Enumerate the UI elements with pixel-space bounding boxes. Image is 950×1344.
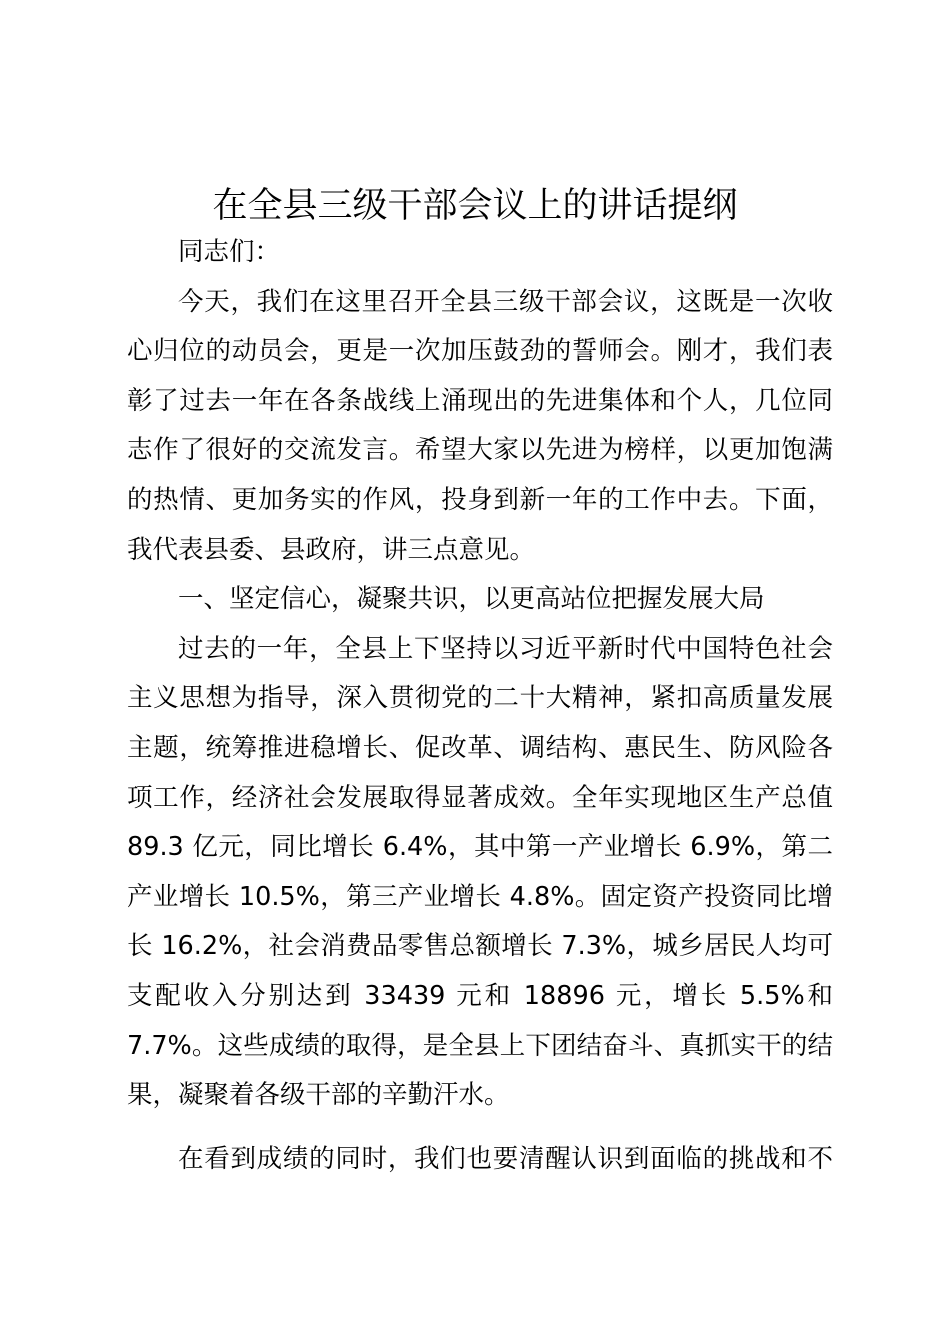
paragraph-line: 今天，我们在这里召开全县三级干部会议，这既是一次收 — [178, 286, 833, 317]
paragraph-line: 产业增长 10.5%，第三产业增长 4.8%。固定资产投资同比增 — [127, 881, 833, 912]
paragraph-line: 89.3 亿元，同比增长 6.4%，其中第一产业增长 6.9%，第二 — [127, 832, 833, 863]
paragraph-challenges — [127, 1135, 833, 1185]
paragraph-spacer — [127, 1121, 833, 1135]
paragraph-line: 志作了很好的交流发言。希望大家以先进为榜样，以更加饱满 — [127, 435, 833, 466]
paragraph-achievements — [127, 625, 833, 1121]
paragraph-line: 的热情、更加务实的作风，投身到新一年的工作中去。下面， — [127, 484, 833, 515]
salutation: 同志们： — [178, 237, 281, 267]
paragraph-line: 心归位的动员会，更是一次加压鼓劲的誓师会。刚才，我们表 — [127, 336, 833, 367]
paragraph-line: 过去的一年，全县上下坚持以习近平新时代中国特色社会 — [178, 633, 833, 664]
section-heading — [127, 575, 833, 625]
paragraph-line: 果，凝聚着各级干部的辛勤汗水。 — [127, 1080, 510, 1111]
paragraph-line: 我代表县委、县政府，讲三点意见。 — [127, 534, 536, 565]
paragraph-line: 主题，统筹推进稳增长、促改革、调结构、惠民生、防风险各 — [127, 732, 833, 763]
document-title: 在全县三级干部会议上的讲话提纲 — [212, 186, 738, 226]
paragraph-line: 长 16.2%，社会消费品零售总额增长 7.3%，城乡居民人均可 — [127, 931, 833, 962]
paragraph-intro — [127, 278, 833, 576]
paragraph-line: 彰了过去一年在各条战线上涌现出的先进集体和个人，几位同 — [127, 385, 833, 416]
paragraph-line: 项工作，经济社会发展取得显著成效。全年实现地区生产总值 — [127, 782, 833, 813]
document-body — [127, 228, 833, 1184]
paragraph-line: 7.7%。这些成绩的取得，是全县上下团结奋斗、真抓实干的结 — [127, 1030, 833, 1061]
section-heading-text: 一、坚定信心，凝聚共识，以更高站位把握发展大局 — [178, 584, 765, 615]
paragraph-line: 主义思想为指导，深入贯彻党的二十大精神，紧扣高质量发展 — [127, 683, 833, 714]
paragraph-line: 支配收入分别达到 33439 元和 18896 元，增长 5.5%和 — [127, 980, 833, 1011]
paragraph-line: 在看到成绩的同时，我们也要清醒认识到面临的挑战和不 — [178, 1143, 833, 1174]
